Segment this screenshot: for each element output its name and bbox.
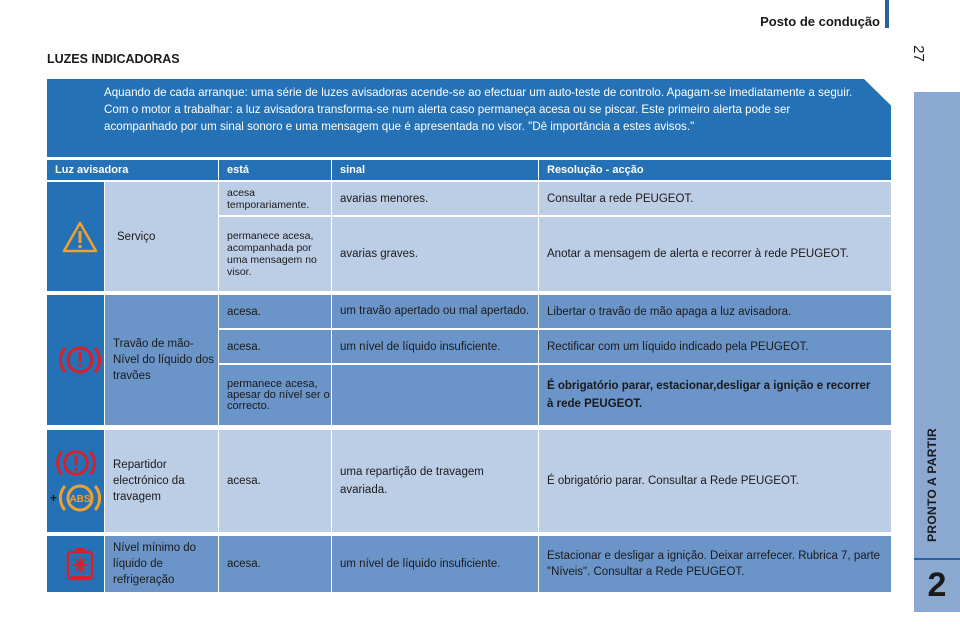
signal-cell [332, 365, 538, 425]
signal-cell: avarias graves. [332, 217, 538, 291]
col-header-action: Resolução - acção [539, 160, 891, 180]
state-cell: acesa. [219, 430, 331, 532]
action-cell: Consultar a rede PEUGEOT. [539, 182, 891, 215]
state-cell: permanece acesa, acompanhada por uma mensagem no visor. [219, 217, 331, 291]
side-tab-divider [914, 558, 960, 560]
action-cell: Anotar a mensagem de alerta e recorrer à rede PEUGEOT. [539, 217, 891, 291]
signal-cell: avarias menores. [332, 182, 538, 215]
state-cell: acesa. [219, 536, 331, 592]
action-cell: Estacionar e desligar a ignição. Deixar arrefecer. Rubrica 7, parte "Níveis". Consultar a Rede PEUGEOT. [539, 536, 891, 592]
group-name-cell: Nível mínimo do líquido de refrigeração [105, 536, 218, 592]
brake-icon-cell [47, 295, 104, 425]
state-cell: acesa. [219, 330, 331, 363]
signal-cell: um nível de líquido insuficiente. [332, 536, 538, 592]
state-cell: acesa temporariamente. [219, 182, 331, 215]
warning-triangle-icon [62, 221, 98, 253]
intro-text: Aquando de cada arranque: uma série de luzes avisadoras acende-se ao efectuar um auto-teste de controlo. Apagam-se imediatamente a seguir. Com o motor a trabalhar: a luz avisadora transforma-se num alerta caso permaneça acesa ou se piscar. Este primeiro alerta pode ser acompanhado por um sinal sonoro e uma mensagem que é apresentada no visor. "Dê importância a estes avisos." [104, 86, 853, 133]
col-header-light: Luz avisadora [47, 160, 218, 180]
abs-icon [59, 480, 101, 516]
page-number: 27 [909, 45, 927, 62]
brake-warning-icon [56, 446, 96, 480]
signal-cell: um nível de líquido insuficiente. [332, 330, 538, 363]
brake-warning-icon [59, 342, 101, 378]
ebd-icon-cell [47, 430, 104, 532]
group-name-cell: Travão de mão- Nível do líquido dos travões [105, 295, 218, 425]
section-title: LUZES INDICADORAS [47, 52, 180, 66]
col-header-state: está [219, 160, 331, 180]
col-header-signal: sinal [332, 160, 538, 180]
side-tab-label: PRONTO A PARTIR [925, 428, 939, 542]
action-cell: Rectificar com um líquido indicado pela PEUGEOT. [539, 330, 891, 363]
action-cell: É obrigatório parar. Consultar a Rede PEUGEOT. [539, 430, 891, 532]
header-title: Posto de condução [760, 14, 880, 29]
group-name-cell: Serviço [105, 182, 218, 291]
chapter-number: 2 [927, 566, 947, 604]
signal-cell: um travão apertado ou mal apertado. [332, 295, 538, 328]
header-bar [885, 0, 889, 28]
action-cell: Libertar o travão de mão apaga a luz avisadora. [539, 295, 891, 328]
svg-text:ABS: ABS [69, 494, 91, 505]
state-cell: permanece acesa, apesar do nível ser o correcto. [219, 365, 331, 425]
action-cell: É obrigatório parar, estacionar,desligar a ignição e recorrer à rede PEUGEOT. [539, 365, 891, 425]
service-icon-cell [47, 182, 104, 291]
signal-cell: uma repartição de travagem avariada. [332, 430, 538, 532]
group-name-cell: Repartidor electrónico da travagem [105, 430, 218, 532]
coolant-icon-cell [47, 536, 104, 592]
coolant-level-icon [65, 547, 95, 581]
state-cell: acesa. [219, 295, 331, 328]
plus-sign: + [49, 491, 57, 505]
